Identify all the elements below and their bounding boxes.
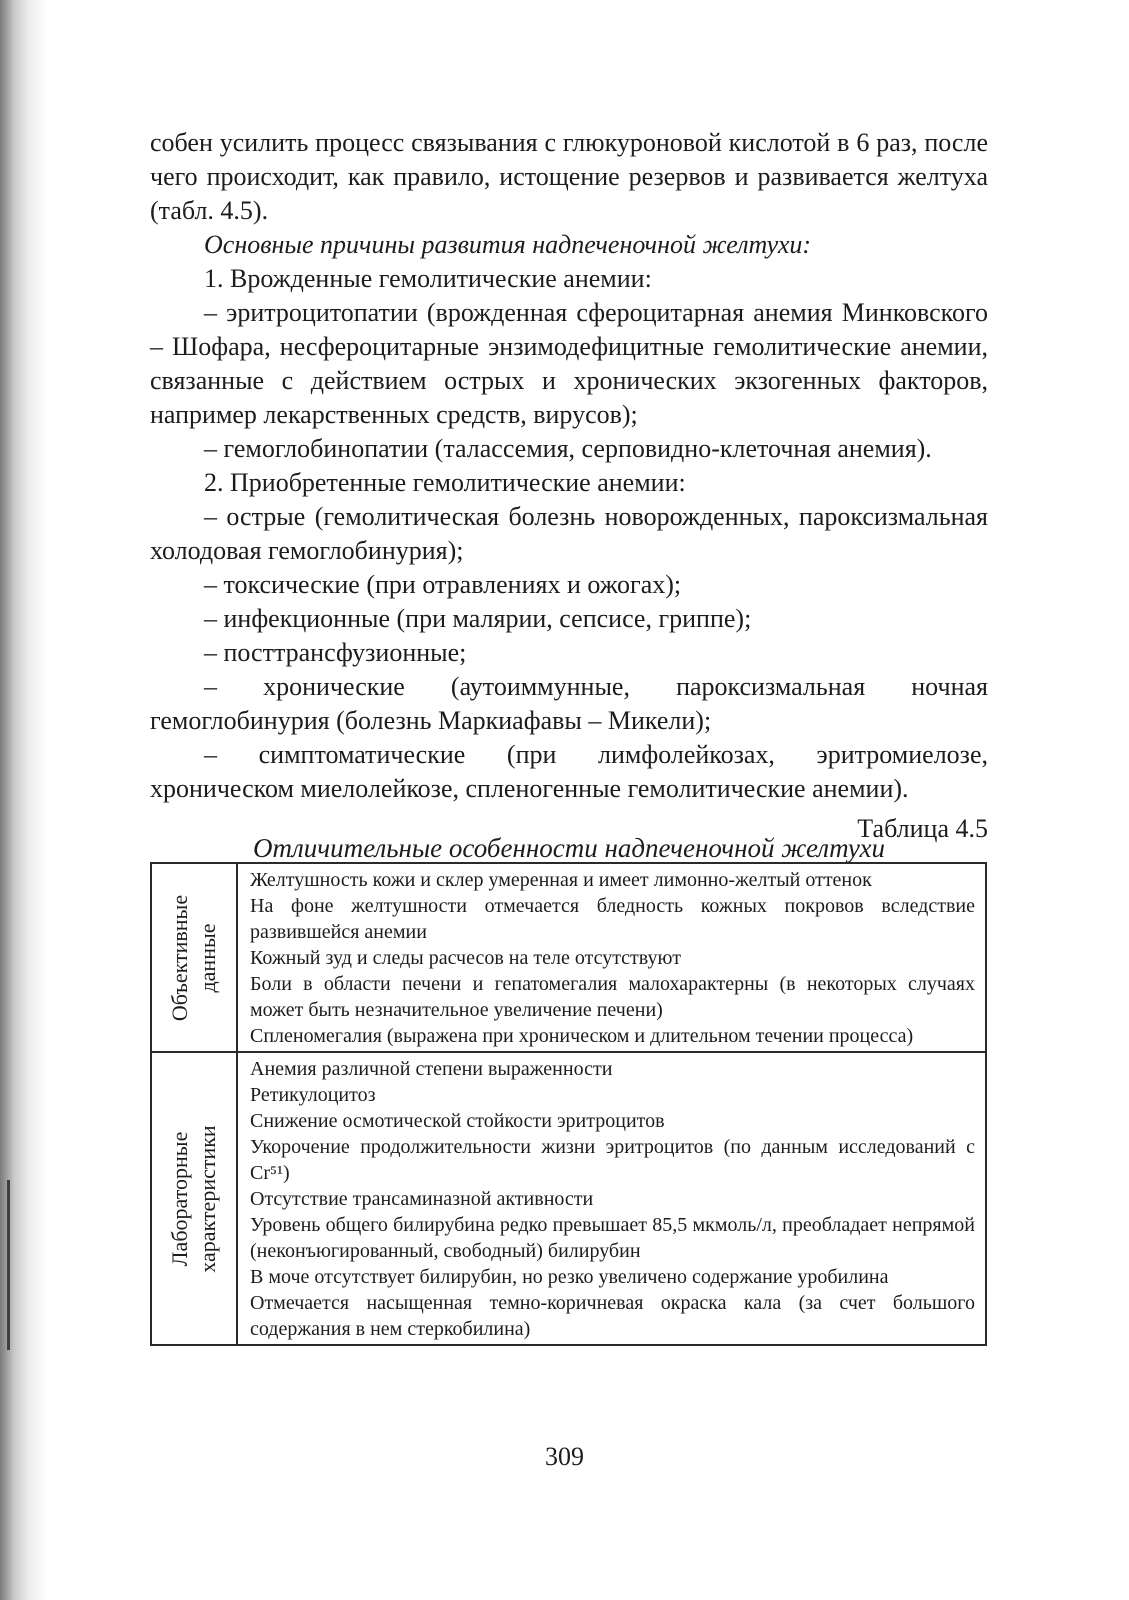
table-item: Укорочение продолжительности жизни эритроцитов (по данным исследований с Cr⁵¹): [250, 1136, 975, 1184]
table-item: Кожный зуд и следы расчесов на теле отсутствуют: [250, 947, 681, 969]
table-number: Таблица 4.5: [857, 814, 988, 843]
table-item: Боли в области печени и гепатомегалия малохарактерны (в некоторых случаях может быть незначительное увеличение печени): [250, 973, 975, 1021]
row-header-line: данные: [195, 922, 220, 993]
list-item-acute: – острые (гемолитическая болезнь новорожденных, пароксизмальная холодовая гемоглобинурия);: [150, 502, 988, 565]
list-item-posttransfusion: – посттрансфузионные;: [204, 638, 467, 667]
table-item: Отмечается насыщенная темно-коричневая окраска кала (за счет большого содержания в нем стеркобилина): [250, 1292, 975, 1340]
table-title: Отличительные особенности надпеченочной желтухи: [252, 833, 886, 863]
list-item-hemoglobinopathies: – гемоглобинопатии (талассемия, серповидно-клеточная анемия).: [204, 434, 932, 463]
features-table: [150, 862, 987, 1346]
paragraph-intro: собен усилить процесс связывания с глюкуроновой кислотой в 6 раз, после чего происходит, как правило, истощение резервов и развивается желтуха (табл. 4.5).: [150, 128, 988, 225]
table-item: Анемия различной степени выраженности: [250, 1058, 613, 1080]
table-item: Снижение осмотической стойкости эритроцитов: [250, 1110, 665, 1132]
row-header-line: Объективные: [167, 894, 192, 1021]
row-content-objective: [237, 863, 986, 1052]
row-header-line: Лабораторные: [167, 1131, 192, 1266]
list-item-chronic: – хронические (аутоиммунные, пароксизмальная ночная гемоглобинурия (болезнь Маркиафавы – Микели);: [150, 672, 988, 735]
table-item: На фоне желтушности отмечается бледность кожных покровов вследствие развившейся анемии: [250, 895, 975, 943]
page-number: 309: [545, 1442, 584, 1471]
table-item: В моче отсутствует билирубин, но резко увеличено содержание уробилина: [250, 1266, 889, 1288]
table-row-laboratory: [151, 1052, 986, 1345]
binding-edge-mark: [7, 1180, 10, 1350]
list-item-infectious: – инфекционные (при малярии, сепсисе, гриппе);: [204, 604, 752, 633]
list-item-toxic: – токсические (при отравлениях и ожогах);: [204, 570, 682, 599]
row-header-objective: [151, 863, 237, 1052]
table-item: Уровень общего билирубина редко превышает 85,5 мкмоль/л, преобладает непрямой (неконъюгированный, свободный) билирубин: [250, 1214, 975, 1262]
list-item-symptomatic: – симптоматические (при лимфолейкозах, эритромиелозе, хроническом миелолейкозе, спленогенные гемолитические анемии).: [150, 740, 988, 803]
table-item: Желтушность кожи и склер умеренная и имеет лимонно-желтый оттенок: [250, 869, 872, 891]
list-item-erythrocytopathies: – эритроцитопатии (врожденная сфероцитарная анемия Минковского – Шофара, несфероцитарные энзимодефицитные гемолитические анемии, связанные с действием острых и хронических экзогенных факторов, например лекарственных средств, вирусов);: [150, 298, 988, 429]
table-item: Отсутствие трансаминазной активности: [250, 1188, 594, 1210]
row-header-laboratory: [151, 1052, 237, 1345]
row-content-laboratory: [237, 1052, 986, 1345]
page-binding-shadow: [0, 0, 48, 1600]
list-item-acquired: 2. Приобретенные гемолитические анемии:: [204, 468, 686, 497]
table-item: Ретикулоцитоз: [250, 1084, 376, 1106]
table-item: Спленомегалия (выражена при хроническом и длительном течении процесса): [250, 1025, 914, 1047]
row-header-line: характеристики: [195, 1124, 220, 1273]
table-row-objective: [151, 863, 986, 1052]
causes-heading: Основные причины развития надпеченочной желтухи:: [204, 230, 812, 259]
body-text: [150, 126, 988, 806]
list-item-congenital: 1. Врожденные гемолитические анемии:: [204, 264, 652, 293]
